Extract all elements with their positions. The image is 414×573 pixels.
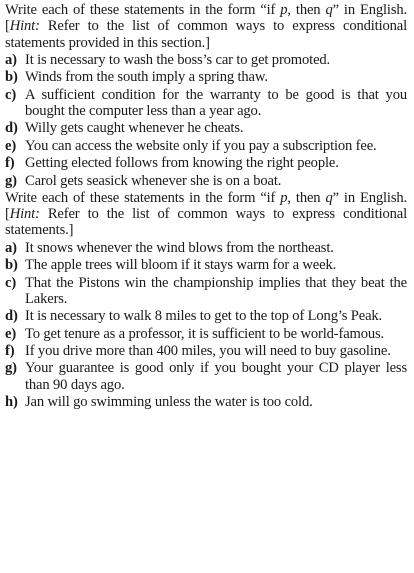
list-item [5,343,407,359]
item-label: f) [5,155,15,172]
item-text: Your guarantee is good only if you bought your CD player less than 90 days ago. [25,360,407,393]
item-label: g) [5,172,17,189]
item-text: It is necessary to wash the boss’s car to get promoted. [25,51,331,68]
item-label: c) [5,86,17,103]
list-item [5,138,407,154]
item-label: b) [5,69,18,86]
item-text: Getting elected follows from knowing the right people. [25,155,339,172]
exercise-page [5,2,407,410]
item-label: g) [5,360,17,377]
list-item [5,69,407,85]
item-text: To get tenure as a professor, it is sufficient to be world-famous. [25,325,385,342]
list-item [5,360,407,393]
list-item [5,275,407,308]
list-item [5,394,407,410]
exercise-section-2 [5,190,407,411]
item-text: Carol gets seasick whenever she is on a boat. [25,172,282,189]
item-label: e) [5,137,17,154]
item-label: e) [5,325,17,342]
item-text: You can access the website only if you pay a subscription fee. [25,137,377,154]
list-item [5,257,407,273]
item-label: a) [5,51,17,68]
statement-list [5,240,407,411]
list-item [5,173,407,189]
item-label: d) [5,308,18,325]
item-label: h) [5,394,18,411]
list-item [5,240,407,256]
list-item [5,52,407,68]
list-item [5,308,407,324]
exercise-instructions: Write each of these statements in the form “if p, then q” in English. [Hint: Refer to the list of common ways to express conditional statements provided in this section.] [5,2,407,51]
item-label: b) [5,257,18,274]
statement-list [5,52,407,189]
exercise-instructions: Write each of these statements in the form “if p, then q” in English. [Hint: Refer to the list of common ways to express conditional statements.] [5,189,407,239]
exercise-section-1 [5,2,407,189]
item-text: If you drive more than 400 miles, you will need to buy gasoline. [25,342,391,359]
item-text: That the Pistons win the championship implies that they beat the Lakers. [25,274,407,307]
item-label: d) [5,120,18,137]
item-text: It is necessary to walk 8 miles to get to the top of Long’s Peak. [25,308,383,325]
list-item [5,120,407,136]
item-label: f) [5,342,15,359]
item-text: Winds from the south imply a spring thaw. [25,69,268,86]
item-text: Willy gets caught whenever he cheats. [25,120,244,137]
list-item [5,87,407,120]
item-label: c) [5,274,17,291]
item-text: It snows whenever the wind blows from the northeast. [25,239,334,256]
item-text: The apple trees will bloom if it stays warm for a week. [25,257,337,274]
item-label: a) [5,239,17,256]
list-item [5,155,407,171]
item-text: A sufficient condition for the warranty to be good is that you bought the computer less than a year ago. [25,86,407,119]
item-text: Jan will go swimming unless the water is too cold. [25,394,313,411]
list-item [5,326,407,342]
